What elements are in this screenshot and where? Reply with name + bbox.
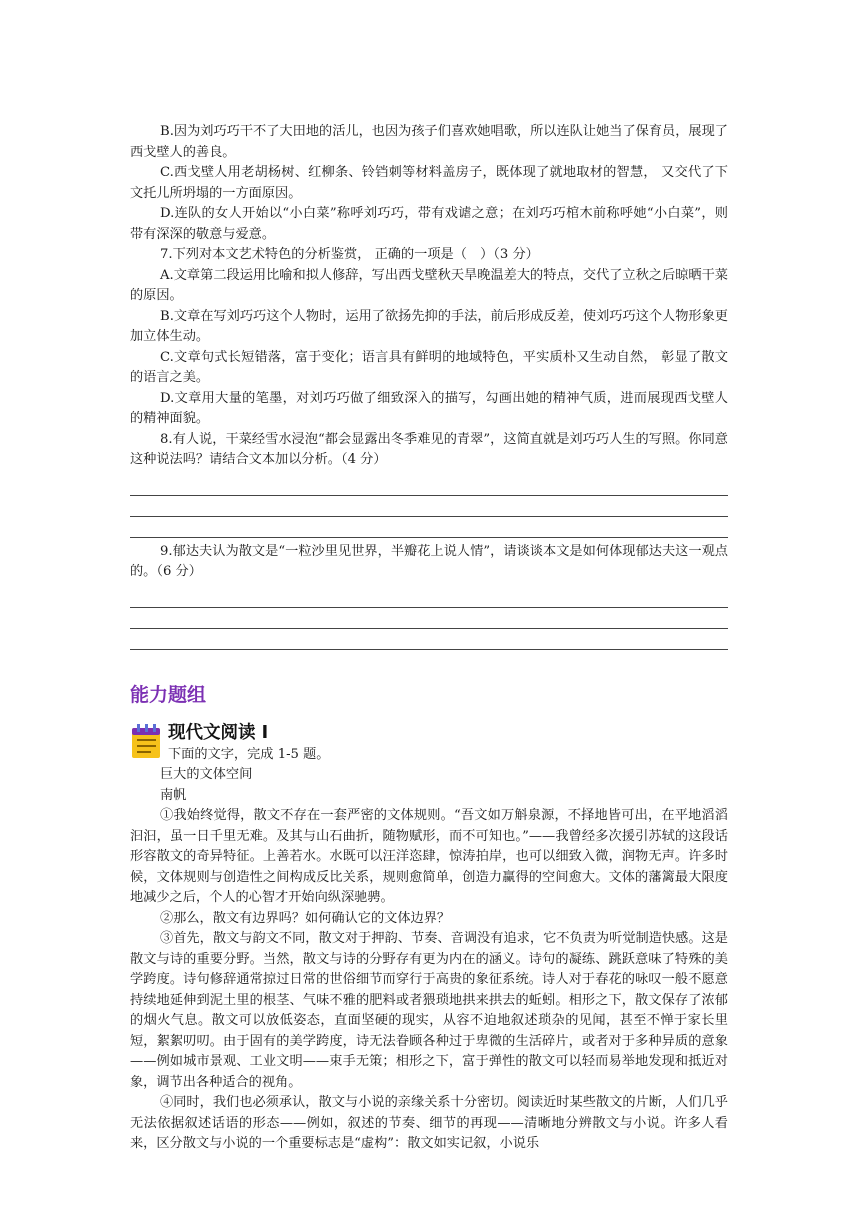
answer-line[interactable] <box>130 496 728 517</box>
subsection-title: 现代文阅读 I <box>168 722 269 743</box>
q7-option-c: C.文章句式长短错落，富于变化；语言具有鲜明的地域特色，平实质朴又生动自然， 彰显了散文的语言之美。 <box>130 349 728 385</box>
article-author: 南帆 <box>160 787 187 803</box>
q7-stem: 7.下列对本文艺术特色的分析鉴赏， 正确的一项是（ ）（3 分） <box>160 247 539 262</box>
q7-option-b: B.文章在写刘巧巧这个人物时，运用了欲扬先抑的手法，前后形成反差，使刘巧巧这个人物形象更加立体生动。 <box>130 308 728 344</box>
answer-line[interactable] <box>130 517 728 538</box>
q7-option-d: D.文章用大量的笔墨，对刘巧巧做了细致深入的描写，勾画出她的精神气质，进而展现西戈壁人的精神面貌。 <box>130 390 728 426</box>
article-paragraph: ②那么，散文有边界吗？如何确认它的文体边界？ <box>160 910 451 926</box>
q8-stem: 8.有人说，干菜经雪水浸泡“都会显露出冬季难见的青翠”，这简直就是刘巧巧人生的写照。你同意这种说法吗？请结合文本加以分析。（4 分） <box>130 431 728 467</box>
article-title: 巨大的文体空间 <box>160 767 253 782</box>
instruction <box>130 745 728 766</box>
answer-line[interactable] <box>130 629 728 650</box>
q9-stem: 9.郁达夫认为散文是“一粒沙里见世界，半瓣花上说人情”，请谈谈本文是如何体现郁达夫这一观点的。（6 分） <box>130 543 728 579</box>
q6-option-d: D.连队的女人开始以“小白菜”称呼刘巧巧，带有戏谑之意；在刘巧巧棺木前称呼她“小白菜”，则带有深深的敬意与爱意。 <box>130 206 728 242</box>
instruction-text: 下面的文字，完成 1-5 题。 <box>168 746 330 762</box>
article-paragraph: ④同时，我们也必须承认，散文与小说的亲缘关系十分密切。阅读近时某些散文的片断，人们几乎无法依据叙述话语的形态——例如，叙述的节奏、细节的再现——清晰地分辨散文与小说。许多人看来，区分散文与小说的一个重要标志是“虚构”：散文如实记叙，小说乐 <box>130 1095 728 1151</box>
answer-line[interactable] <box>130 587 728 608</box>
section-title: 能力题组 <box>130 683 207 706</box>
subsection-header <box>130 717 728 745</box>
answer-line[interactable] <box>130 475 728 496</box>
answer-line[interactable] <box>130 608 728 629</box>
q7-option-a: A.文章第二段运用比喻和拟人修辞，写出西戈壁秋天旱晚温差大的特点，交代了立秋之后晾晒干菜的原因。 <box>130 267 728 303</box>
article-paragraph: ①我始终觉得，散文不存在一套严密的文体规则。“吾文如万斛泉源，不择地皆可出，在平地滔滔汩汩，虽一日千里无难。及其与山石曲折，随物赋形，而不可知也。”——我曾经多次援引苏轼的这段话形容散文的奇异特征。上善若水。水既可以汪洋恣肆，惊涛拍岸，也可以细致入微，润物无声。许多时候，文体规则与创造性之间构成反比关系，规则愈简单，创造力赢得的空间愈大。文体的藩篱最大限度地减少之后，个人的心智才开始向纵深驰骋。 <box>130 808 728 905</box>
article-paragraph: ③首先，散文与韵文不同，散文对于押韵、节奏、音调没有追求，它不负责为听觉制造快感。这是散文与诗的重要分野。当然，散文与诗的分野存有更为内在的涵义。诗句的凝练、跳跃意味了特殊的美学跨度。诗句修辞通常掠过日常的世俗细节而穿行于高贵的象征系统。诗人对于春花的咏叹一般不愿意持续地延伸到泥土里的根茎、气味不雅的肥料或者猥琐地拱来拱去的蚯蚓。相形之下，散文保存了浓郁的烟火气息。散文可以放低姿态，直面坚硬的现实，从容不迫地叙述琐杂的见闻，甚至不惮于家长里短，絮絮叨叨。由于固有的美学跨度，诗无法眷顾各种过于卑微的生活碎片，或者对于多种异质的意象——例如城市景观、工业文明——束手无策；相形之下，富于弹性的散文可以轻而易举地发现和抵近对象，调节出各种适合的视角。 <box>130 931 728 1090</box>
notebook-icon <box>130 722 164 760</box>
document-page <box>130 122 728 1155</box>
q6-option-c: C.西戈壁人用老胡杨树、红柳条、铃铛刺等材料盖房子，既体现了就地取材的智慧， 又交代了下文托儿所坍塌的一方面原因。 <box>130 165 728 201</box>
q6-option-b: B.因为刘巧巧干不了大田地的活儿，也因为孩子们喜欢她唱歌，所以连队让她当了保育员，展现了西戈壁人的善良。 <box>130 124 728 160</box>
